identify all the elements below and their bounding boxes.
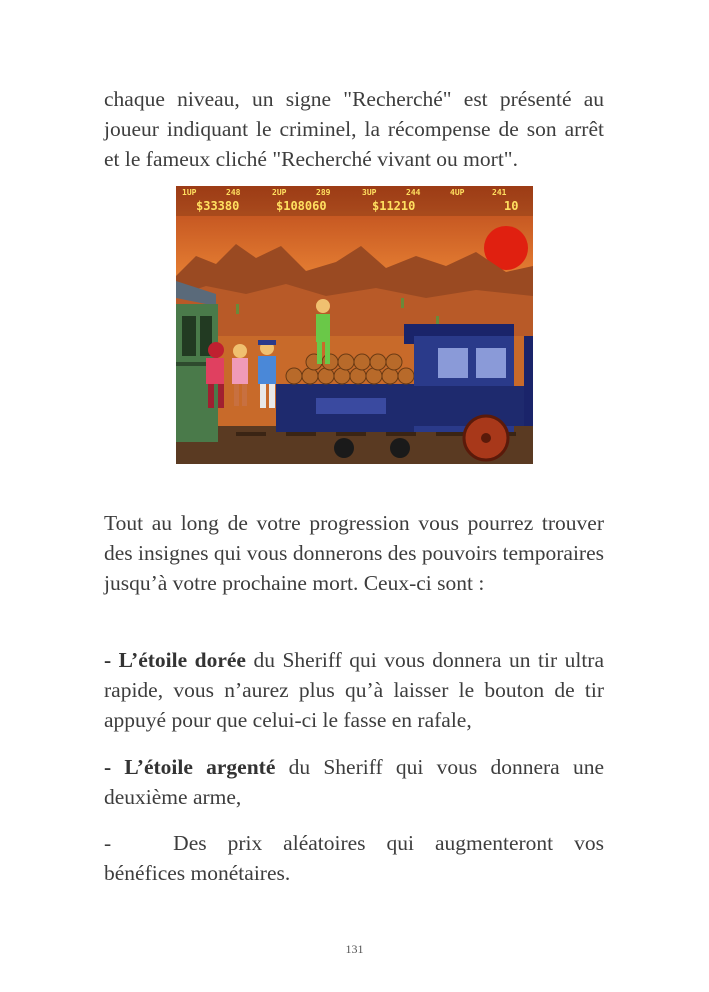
page-number: 131: [345, 942, 364, 956]
progress-paragraph: Tout au long de votre progression vous pourrez trouver des insignes qui vous donnerons des pouvoirs temporaires jusqu’à votre prochaine mort. Ceux-ci sont :: [104, 511, 604, 595]
hud-p4-money: 10: [504, 199, 519, 213]
hud-p3-bullets: 244: [406, 188, 421, 197]
hud-p1-tag: 1UP: [182, 188, 197, 197]
list-item-bold-label: L’étoile argenté: [124, 755, 276, 779]
list-item-text: du Sheriff qui vous donnera un tir ultra rapide, vous n’aurez plus qu’à laisser le bouton de tir appuyé pour que celui-ci le fasse en rafale,: [104, 648, 605, 732]
hud-p2-tag: 2UP: [272, 188, 287, 197]
list-item-bold-label: L’étoile dorée: [118, 648, 246, 672]
game-screenshot: [176, 186, 533, 464]
hud-p1-bullets: 248: [226, 188, 241, 197]
list-item-dash: -: [104, 755, 112, 779]
list-item-text: Des prix aléatoires qui augmenteront vos bénéfices monétaires.: [104, 831, 604, 885]
list-item: [104, 752, 604, 812]
list-item: [104, 645, 604, 735]
hud-p1-money: $33380: [196, 199, 240, 213]
list-item: [104, 828, 604, 888]
game-hud: [176, 186, 533, 216]
list-item-dash: -: [104, 831, 112, 855]
hud-p4-tag: 4UP: [450, 188, 465, 197]
hud-p3-tag: 3UP: [362, 188, 377, 197]
hud-p2-money: $108060: [276, 199, 327, 213]
list-item-text: du Sheriff qui vous donnera une deuxième arme,: [104, 755, 604, 809]
hud-p2-bullets: 289: [316, 188, 331, 197]
hud-p3-money: $11210: [372, 199, 416, 213]
hud-p4-bullets: 241: [492, 188, 507, 197]
list-item-dash: -: [104, 648, 112, 672]
intro-paragraph: chaque niveau, un signe "Recherché" est présenté au joueur indiquant le criminel, la récompense de son arrêt et le fameux cliché "Recherché vivant ou mort".: [104, 87, 604, 171]
